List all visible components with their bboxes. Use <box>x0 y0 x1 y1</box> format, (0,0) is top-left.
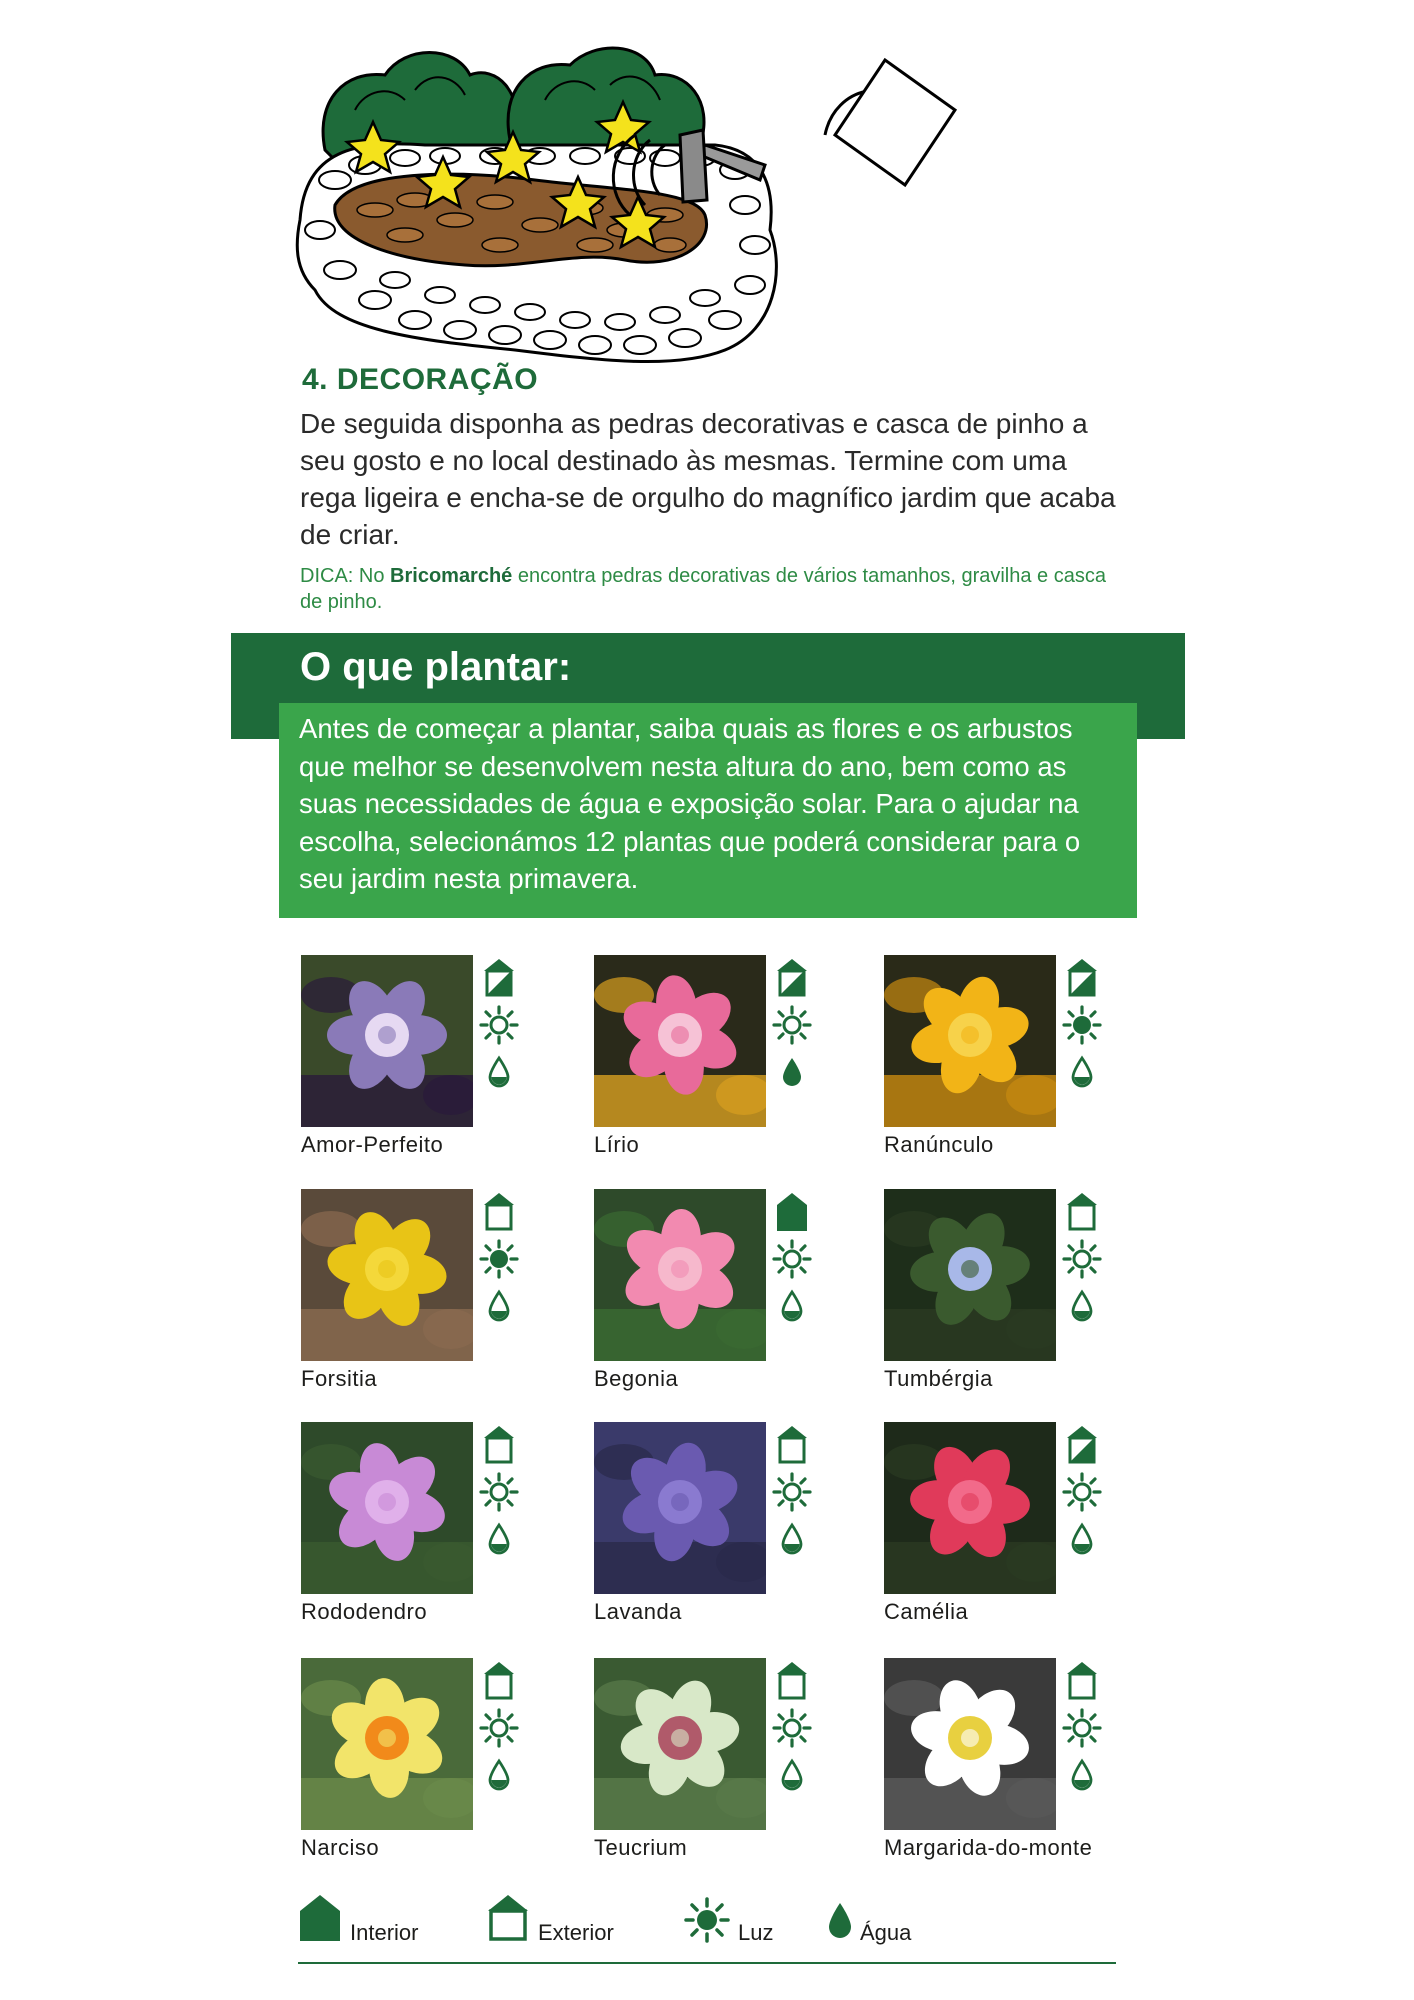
plant-name: Amor-Perfeito <box>301 1132 444 1157</box>
sun-partial-icon <box>1062 1472 1102 1512</box>
plant-photo <box>594 1422 766 1594</box>
plant-photo <box>884 1189 1056 1361</box>
legend-exterior: Exterior <box>538 1920 614 1945</box>
plant-care-icons <box>772 955 812 1095</box>
plant-photo <box>884 1658 1056 1830</box>
plant-photo <box>884 1422 1056 1594</box>
water-low-icon <box>780 1758 804 1792</box>
location-exterior-icon <box>774 1660 810 1702</box>
location-both-icon <box>1064 957 1100 999</box>
water-low-icon <box>780 1522 804 1556</box>
plant-card <box>301 1422 631 1632</box>
sun-partial-icon <box>772 1472 812 1512</box>
sun-partial-icon <box>479 1708 519 1748</box>
plant-photo <box>884 955 1056 1127</box>
plant-card <box>884 1189 1214 1399</box>
plant-name: Forsitia <box>301 1366 378 1391</box>
exterior-icon <box>486 1893 530 1943</box>
water-low-icon <box>487 1522 511 1556</box>
plant-photo <box>594 1189 766 1361</box>
sun-icon <box>684 1897 730 1943</box>
location-exterior-icon <box>1064 1660 1100 1702</box>
sun-partial-icon <box>1062 1708 1102 1748</box>
plant-care-icons <box>1062 1422 1102 1562</box>
plant-care-icons <box>479 955 519 1095</box>
plant-care-icons <box>1062 1189 1102 1329</box>
plant-name: Ranúnculo <box>884 1132 994 1157</box>
plant-card <box>301 955 631 1165</box>
plant-name: Teucrium <box>594 1835 688 1860</box>
location-exterior-icon <box>481 1660 517 1702</box>
sun-full-icon <box>479 1239 519 1279</box>
legend-light: Luz <box>738 1920 774 1945</box>
sun-partial-icon <box>772 1005 812 1045</box>
plant-card <box>884 1658 1214 1868</box>
plant-care-icons <box>772 1189 812 1329</box>
step-title: 4. DECORAÇÃO <box>302 363 539 396</box>
plant-care-icons <box>479 1658 519 1798</box>
sun-partial-icon <box>772 1708 812 1748</box>
sun-partial-icon <box>772 1239 812 1279</box>
plant-card <box>301 1189 631 1399</box>
plant-card <box>884 1422 1214 1632</box>
plant-name: Tumbérgia <box>884 1366 993 1391</box>
location-exterior-icon <box>1064 1191 1100 1233</box>
interior-icon <box>298 1893 342 1943</box>
plant-name: Narciso <box>301 1835 380 1860</box>
water-low-icon <box>780 1289 804 1323</box>
tip-prefix: DICA: No <box>300 565 391 587</box>
plant-name: Begonia <box>594 1366 679 1391</box>
water-low-icon <box>487 1289 511 1323</box>
sun-full-icon <box>1062 1005 1102 1045</box>
plant-photo <box>594 1658 766 1830</box>
location-exterior-icon <box>481 1424 517 1466</box>
plant-care-icons <box>1062 1658 1102 1798</box>
plant-name: Lírio <box>594 1132 640 1157</box>
plant-card <box>594 955 924 1165</box>
water-drop-icon <box>826 1901 854 1941</box>
water-high-icon <box>780 1055 804 1089</box>
plant-card <box>594 1189 924 1399</box>
plant-care-icons <box>1062 955 1102 1095</box>
bottom-divider <box>298 1962 1116 1964</box>
legend-interior: Interior <box>350 1920 419 1945</box>
tip-text <box>300 563 1130 615</box>
location-both-icon <box>774 957 810 999</box>
tip-suffix: encontra pedras decorativas de vários tamanhos, gravilha e casca de pinho. <box>300 565 1106 613</box>
plant-photo <box>301 1422 473 1594</box>
plant-name: Rododendro <box>301 1599 428 1624</box>
location-exterior-icon <box>774 1424 810 1466</box>
location-interior-icon <box>774 1191 810 1233</box>
step-text: De seguida disponha as pedras decorativas e casca de pinho a seu gosto e no local destinado às mesmas. Termine com uma rega ligeira e encha-se de orgulho do magnífico jardim que acaba de criar. <box>300 408 1116 550</box>
legend <box>298 1893 1118 1953</box>
plant-card <box>594 1658 924 1868</box>
location-both-icon <box>481 957 517 999</box>
plant-care-icons <box>479 1422 519 1562</box>
plant-care-icons <box>772 1422 812 1562</box>
plant-photo <box>594 955 766 1127</box>
sun-partial-icon <box>1062 1239 1102 1279</box>
plant-photo <box>301 1189 473 1361</box>
section-title: O que plantar: <box>300 645 572 689</box>
water-low-icon <box>487 1758 511 1792</box>
water-low-icon <box>1070 1289 1094 1323</box>
plant-care-icons <box>479 1189 519 1329</box>
plant-name: Camélia <box>884 1599 969 1624</box>
plant-name: Lavanda <box>594 1599 682 1624</box>
location-exterior-icon <box>481 1191 517 1233</box>
plant-photo <box>301 955 473 1127</box>
plant-name: Margarida-do-monte <box>884 1835 1093 1860</box>
plant-care-icons <box>772 1658 812 1798</box>
water-low-icon <box>1070 1522 1094 1556</box>
water-low-icon <box>1070 1055 1094 1089</box>
sun-partial-icon <box>479 1472 519 1512</box>
plant-photo <box>301 1658 473 1830</box>
intro-text: Antes de começar a plantar, saiba quais as flores e os arbustos que melhor se desenvolvem nesta altura do ano, bem como as suas necessidades de água e exposição solar. Para o ajudar na escolha, selecionámos 12 plantas que poderá considerar para o seu jardim nesta primavera. <box>299 713 1081 894</box>
tip-brand: Bricomarché <box>390 565 513 587</box>
legend-water: Água <box>860 1920 912 1945</box>
water-low-icon <box>1070 1758 1094 1792</box>
sun-partial-icon <box>479 1005 519 1045</box>
location-both-icon <box>1064 1424 1100 1466</box>
water-low-icon <box>487 1055 511 1089</box>
plant-card <box>301 1658 631 1868</box>
plant-card <box>884 955 1214 1165</box>
garden-decoration-illustration <box>295 30 995 380</box>
plant-card <box>594 1422 924 1632</box>
